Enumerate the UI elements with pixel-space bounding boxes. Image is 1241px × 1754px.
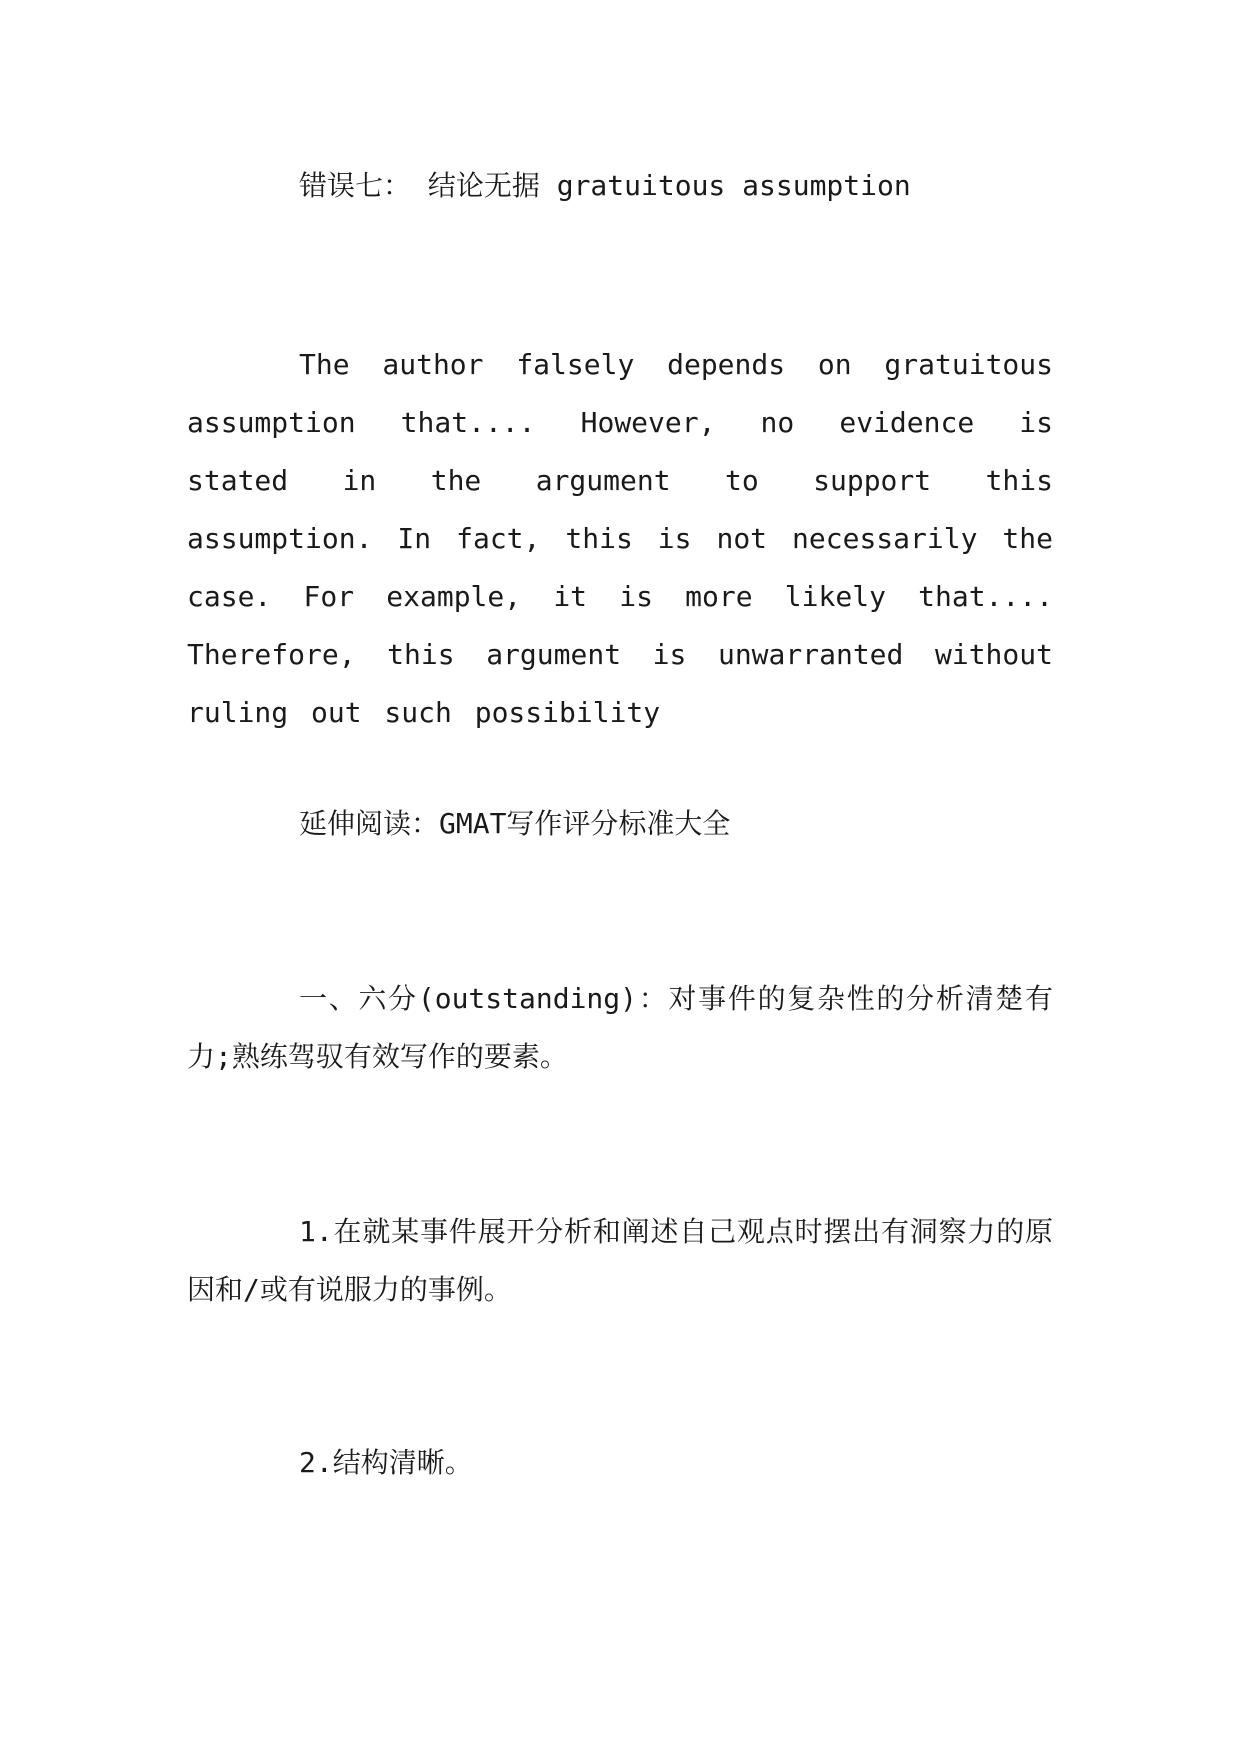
criteria-item-1: 1.在就某事件展开分析和阐述自己观点时摆出有洞察力的原因和/或有说服力的事例。 xyxy=(187,1215,1053,1306)
extended-reading-title: 延伸阅读：GMAT写作评分标准大全 xyxy=(299,807,731,840)
body-paragraph: The author falsely depends on gratuitous assumption that.... However, no evidence is stated in the argument to support this assumption. In fact, this is not necessarily the case. For example, it is more likely that.... Therefore, this argument is unwarranted without ruling out such possibility xyxy=(187,348,1053,729)
score-level-paragraph: 一、六分(outstanding)：对事件的复杂性的分析清楚有力;熟练驾驭有效写作的要素。 xyxy=(187,982,1053,1073)
section-heading: 错误七： 结论无据 gratuitous assumption xyxy=(299,169,911,202)
criteria-item-2: 2.结构清晰。 xyxy=(299,1446,473,1479)
